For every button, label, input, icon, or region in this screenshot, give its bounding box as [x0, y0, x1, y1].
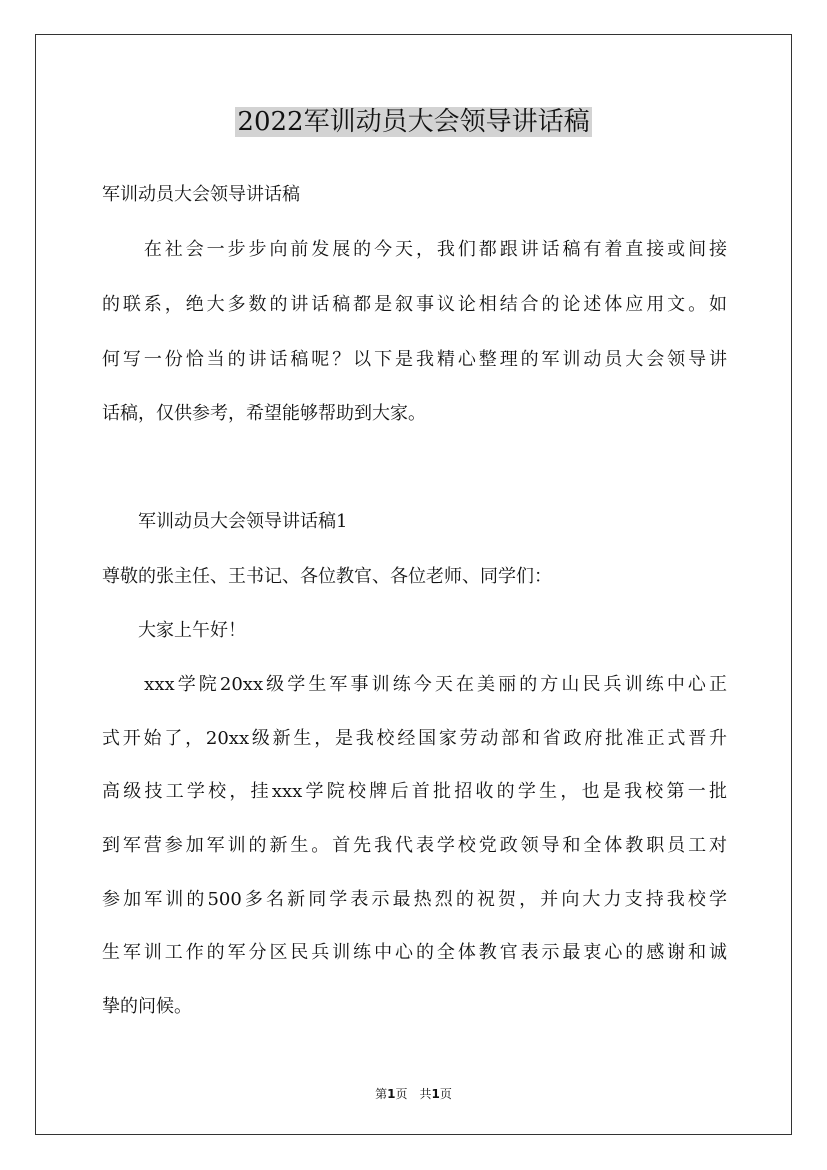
- section-heading: 军训动员大会领导讲话稿1: [102, 511, 348, 532]
- paragraph-line: 在社会一步步向前发展的今天，我们都跟讲话稿有着直接或间接: [102, 239, 727, 260]
- subtitle-line: 军训动员大会领导讲话稿: [102, 184, 300, 205]
- paragraph-line: 参加军训的500多名新同学表示最热烈的祝贺，并向大力支持我校学: [102, 889, 727, 910]
- paragraph-line: 挚的问候。: [102, 996, 192, 1017]
- paragraph-line: 式开始了，20xx级新生，是我校经国家劳动部和省政府批准正式晋升: [102, 728, 727, 749]
- footer-label: 第: [375, 1087, 388, 1101]
- paragraph-line: 高级技工学校，挂xxx学院校牌后首批招收的学生，也是我校第一批: [102, 781, 727, 802]
- document-title: 2022军训动员大会领导讲话稿: [237, 107, 590, 137]
- paragraph-line: 生军训工作的军分区民兵训练中心的全体教官表示最衷心的感谢和诚: [102, 942, 727, 963]
- paragraph-line: xxx学院20xx级学生军事训练今天在美丽的方山民兵训练中心正: [102, 674, 727, 695]
- page-footer: [0, 1085, 827, 1102]
- greeting-line: 大家上午好！: [102, 620, 246, 641]
- page-number: 1: [387, 1087, 396, 1101]
- paragraph-line: 何写一份恰当的讲话稿呢？以下是我精心整理的军训动员大会领导讲: [102, 349, 727, 370]
- paragraph-line: 到军营参加军训的新生。首先我代表学校党政领导和全体教职员工对: [102, 835, 727, 856]
- page-total: 1: [431, 1087, 440, 1101]
- paragraph-line: 的联系，绝大多数的讲话稿都是叙事议论相结合的论述体应用文。如: [102, 294, 727, 315]
- salutation-line: 尊敬的张主任、王书记、各位教官、各位老师、同学们：: [102, 566, 552, 587]
- footer-label: 页: [439, 1087, 452, 1101]
- paragraph-line: 话稿，仅供参考，希望能够帮助到大家。: [102, 403, 426, 424]
- footer-label: 页 共: [395, 1087, 432, 1101]
